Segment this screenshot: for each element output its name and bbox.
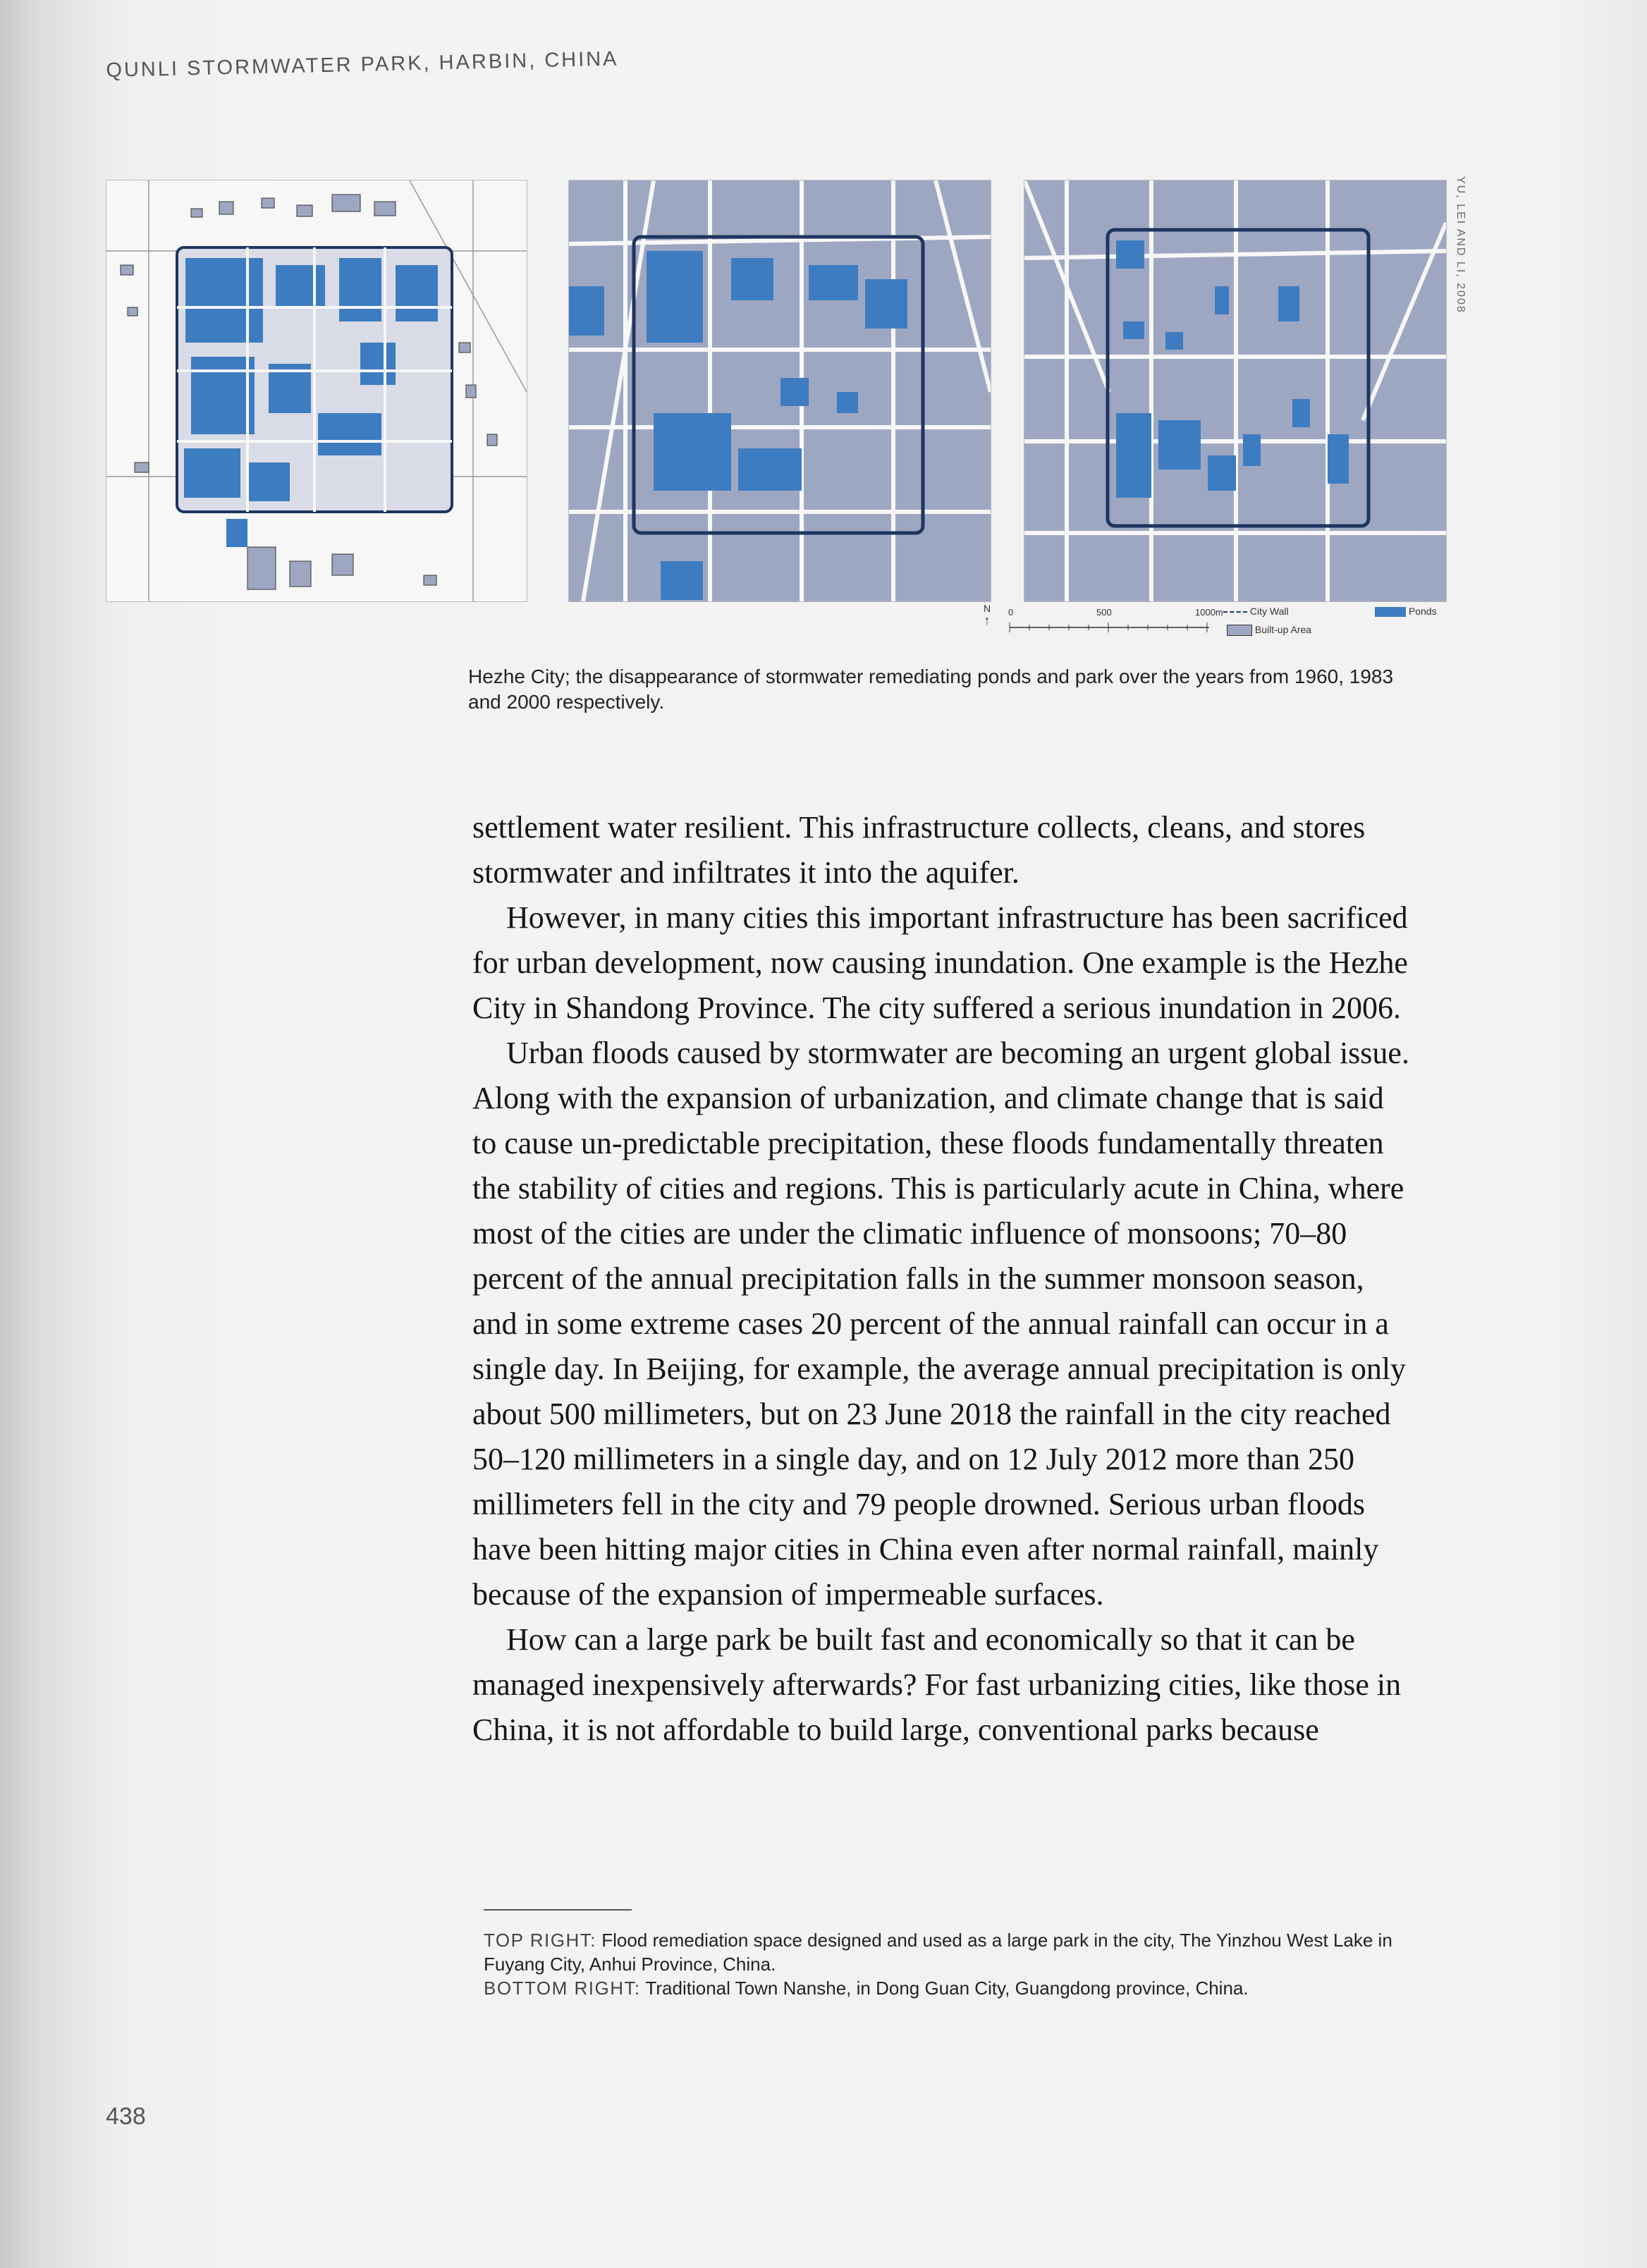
map-2000-drawing	[1024, 180, 1446, 601]
map-1960	[106, 180, 527, 602]
scale-tick-0: 0	[1008, 607, 1014, 618]
footnote-top-right-label: TOP RIGHT:	[484, 1930, 596, 1951]
figure-credit: YU, LEI AND LI, 2008	[1455, 176, 1467, 314]
figure-caption: Hezhe City; the disappearance of stormwater remediating ponds and park over the years from 1960, 1983 and 2000 respectively.	[468, 666, 1394, 713]
body-paragraph: Urban floods caused by stormwater are becoming an urgent global issue. Along with the expansion of urbanization, and climate change that is said to cause un-predictable precipitation, these floods fundamentally threaten the stability of cities and regions. This is particularly acute in China, where most of the cities are under the climatic influence of monsoons; 70–80 percent of the annual precipitation falls in the summer monsoon season, and in some extreme cases 20 percent of the annual rainfall can occur in a single day. In Beijing, for example, the average annual precipitation is only about 500 millimeters, but on 23 June 2018 the rainfall in the city reached 50–120 millimeters in a single day, and on 12 July 2012 more than 250 millimeters fell in the city and 79 people drowned. Serious urban floods have been hitting major cities in China even after normal rainfall, mainly because of the expansion of impermeable surfaces.	[472, 1036, 1409, 1612]
map-1983-drawing	[569, 180, 991, 601]
legend-built-up-label: Built-up Area	[1254, 624, 1312, 635]
built-up-swatch	[1227, 625, 1252, 636]
map-1983	[568, 180, 991, 602]
legend-city-wall-label: City Wall	[1249, 606, 1289, 617]
north-arrow-icon: N ↑	[980, 603, 994, 627]
footnote-top-right	[484, 1928, 1421, 1976]
footnote-top-right-text: Flood remediation space designed and used as a large park in the city, The Yinzhou West Lake in Fuyang City, Anhui Province, China.	[484, 1930, 1392, 1975]
scale-tick-1000: 1000m	[1195, 607, 1223, 618]
legend-ponds	[1375, 606, 1437, 617]
ponds-swatch	[1375, 607, 1406, 617]
north-label: N	[983, 603, 991, 614]
legend-built-up	[1227, 624, 1311, 636]
map-figure	[106, 180, 1467, 603]
city-wall-swatch	[1223, 611, 1247, 613]
body-paragraph: settlement water resilient. This infrastructure collects, cleans, and stores stormwater and infiltrates it into the aquifer.	[472, 810, 1366, 890]
body-text	[472, 805, 1414, 1753]
footnote-divider	[484, 1909, 632, 1911]
scale-bar	[1008, 607, 1223, 635]
scale-tick-500: 500	[1096, 607, 1112, 618]
legend-city-wall	[1223, 606, 1289, 617]
map-legend	[980, 603, 1459, 645]
map-2000	[1024, 180, 1447, 602]
footnote-bottom-right-text: Traditional Town Nanshe, in Dong Guan City, Guangdong province, China.	[645, 1978, 1249, 1999]
body-paragraph: How can a large park be built fast and economically so that it can be managed inexpensively afterwards? For fast urbanizing cities, like those in China, it is not affordable to build large, conventional parks because	[472, 1622, 1402, 1747]
map-1960-drawing	[106, 180, 527, 601]
footnote-bottom-right	[484, 1976, 1421, 2000]
running-head: QUNLI STORMWATER PARK, HARBIN, CHINA	[106, 47, 619, 82]
page-number: 438	[106, 2103, 146, 2130]
footnote-bottom-right-label: BOTTOM RIGHT:	[484, 1978, 641, 1999]
footnotes	[484, 1928, 1421, 2000]
legend-ponds-label: Ponds	[1408, 606, 1437, 617]
body-paragraph: However, in many cities this important infrastructure has been sacrificed for urban development, now causing inundation. One example is the Hezhe City in Shandong Province. The city suffered a serious inundation in 2006.	[472, 900, 1408, 1025]
scale-bar-ruler	[1008, 621, 1220, 634]
